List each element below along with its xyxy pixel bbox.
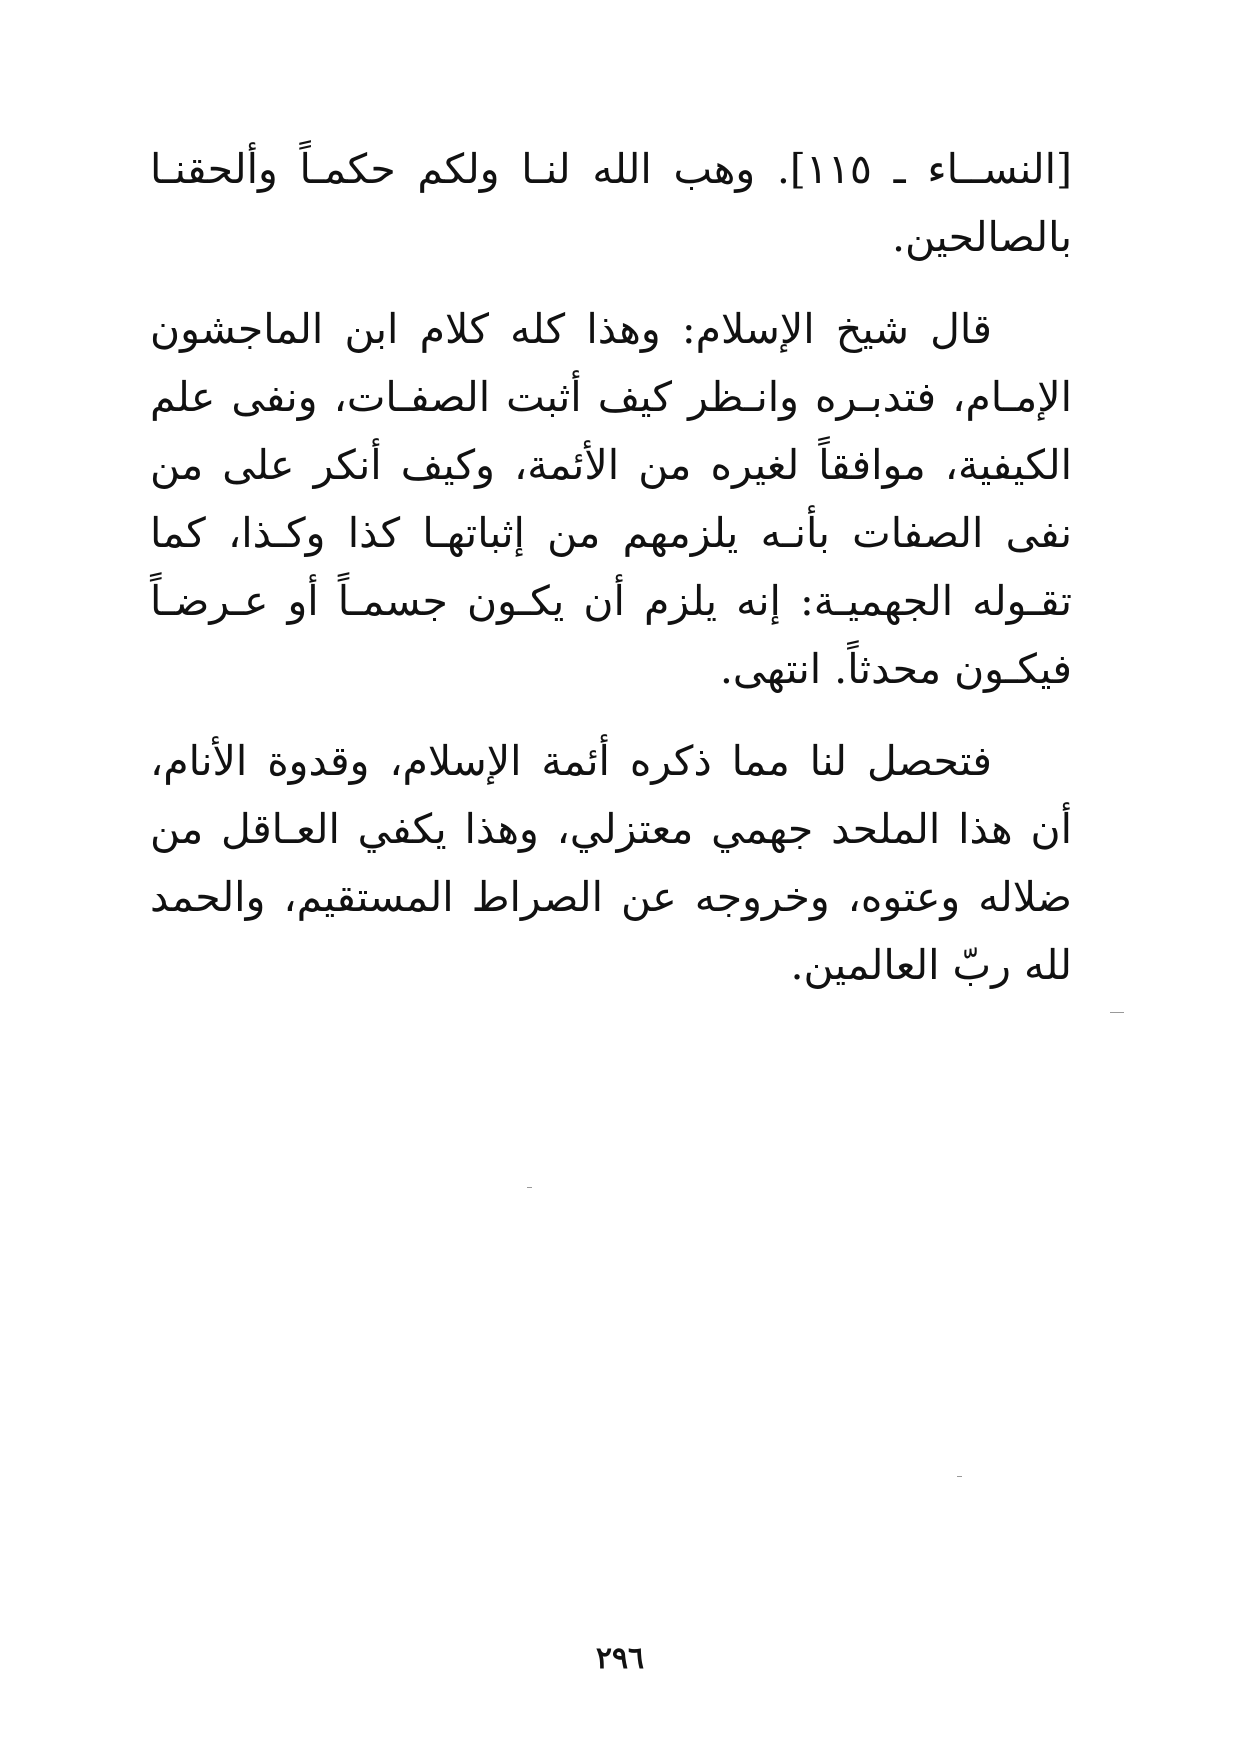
page-number: ٢٩٦ (595, 1641, 645, 1676)
scan-speck (957, 1476, 962, 1477)
paragraph-conclusion: فتحصل لنا مما ذكره أئمة الإسلام، وقدوة الأنام، أن هذا الملحد جهمي معتزلي، وهذا يكفي العـاقل من ضلاله وعتوه، وخروجه عن الصراط المستقيم، والحمد لله ربّ العالمين. (150, 737, 1072, 989)
paragraph-shaykh-al-islam-quote: قال شيخ الإسلام: وهذا كله كلام ابن الماجشون الإمـام، فتدبـره وانـظر كيف أثبت الصفـات، ونفى علم الكيفية، موافقاً لغيره من الأئمة، وكيف أنكر على من نفى الصفات بأنـه يلزمهم من إثباتهـا كذا وكـذا، كما تقـوله الجهميـة: إنه يلزم أن يكـون جسمـاً أو عـرضـاً فيكـون محدثاً. انتهى. (150, 305, 1072, 693)
paragraph-quran-reference: [النســاء ـ ١١٥]. وهب الله لنـا ولكم حكمـاً وألحقنـا بالصالحين. (150, 145, 1072, 261)
scan-speck (527, 1187, 532, 1188)
scan-speck (1110, 1012, 1124, 1013)
body-text (150, 135, 1072, 1023)
